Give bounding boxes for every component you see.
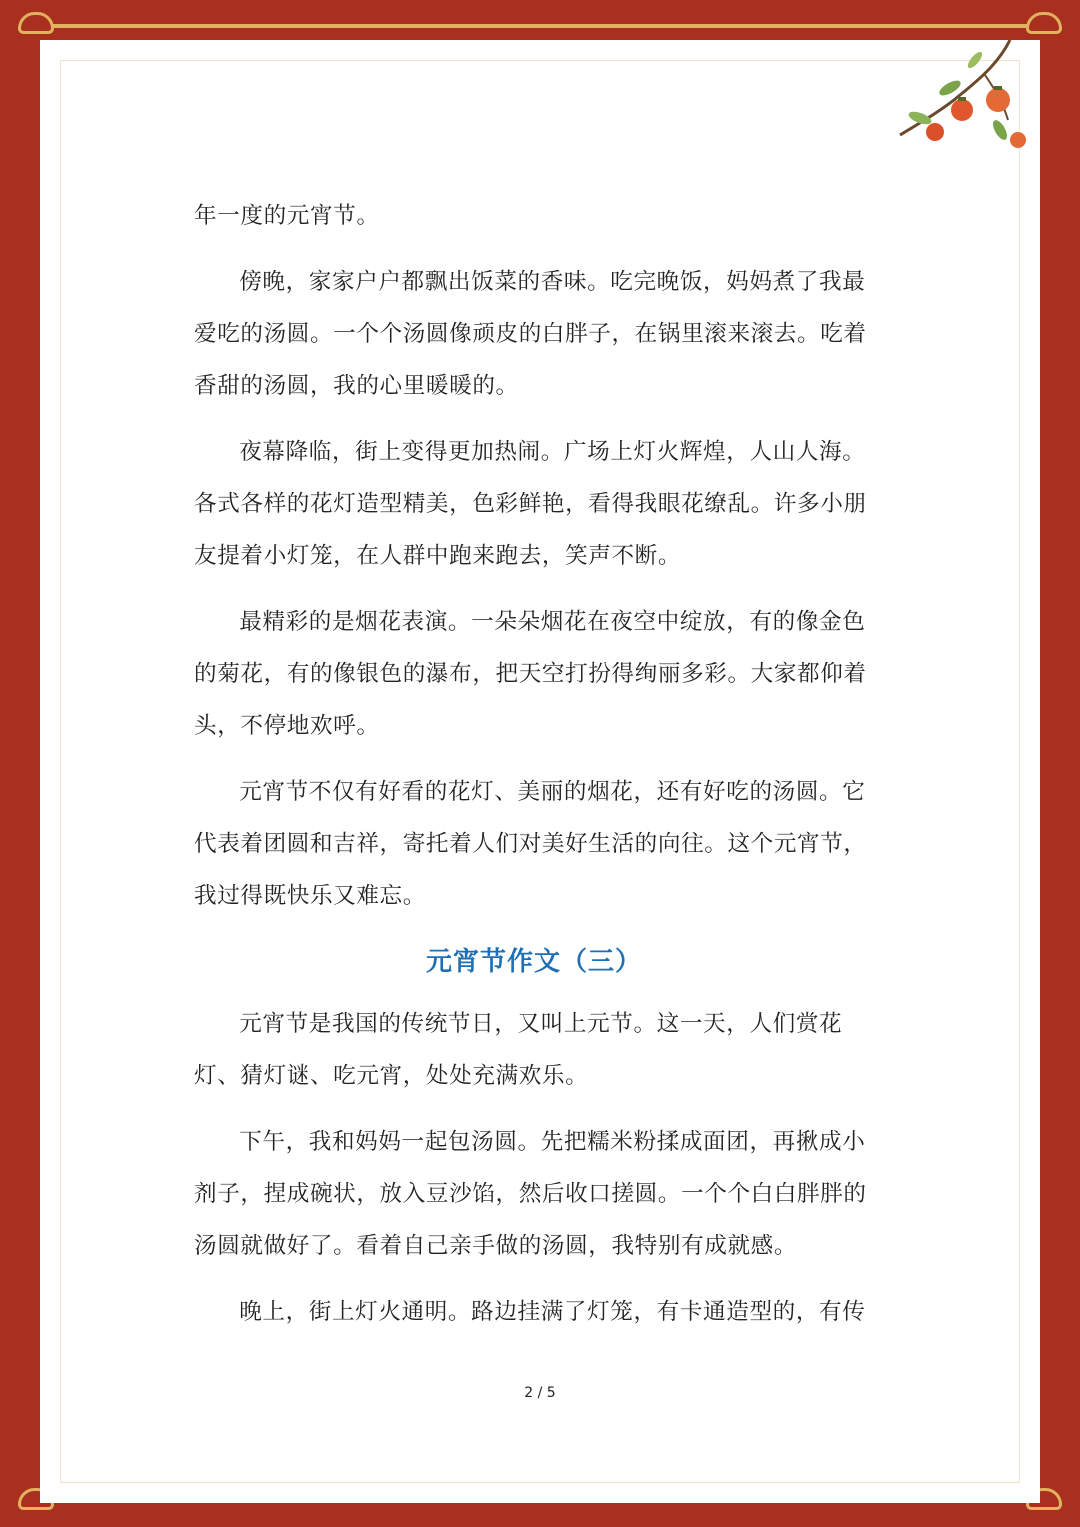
paragraph: 傍晚，家家户户都飘出饭菜的香味。吃完晚饭，妈妈煮了我最爱吃的汤圆。一个个汤圆像顽皮的白胖子，在锅里滚来滚去。吃着香甜的汤圆，我的心里暖暖的。 <box>194 269 867 399</box>
top-gold-border <box>20 24 1060 28</box>
paragraph: 年一度的元宵节。 <box>194 203 380 229</box>
paragraph: 下午，我和妈妈一起包汤圆。先把糯米粉揉成面团，再揪成小剂子，捏成碗状，放入豆沙馅，然后收口搓圆。一个个白白胖胖的汤圆就做好了。看着自己亲手做的汤圆，我特别有成就感。 <box>194 1129 867 1259</box>
document-body <box>194 190 874 1352</box>
paragraph: 元宵节是我国的传统节日，又叫上元节。这一天，人们赏花灯、猜灯谜、吃元宵，处处充满欢乐。 <box>194 1011 843 1089</box>
cloud-ornament-icon <box>1026 12 1062 34</box>
document-page <box>40 40 1040 1503</box>
section-title: 元宵节作文（三） <box>425 947 642 977</box>
paragraph: 最精彩的是烟花表演。一朵朵烟花在夜空中绽放，有的像金色的菊花，有的像银色的瀑布，把天空打扮得绚丽多彩。大家都仰着头，不停地欢呼。 <box>194 609 867 739</box>
paragraph: 晚上，街上灯火通明。路边挂满了灯笼，有卡通造型的，有传 <box>239 1299 866 1325</box>
paragraph: 元宵节不仅有好看的花灯、美丽的烟花，还有好吃的汤圆。它代表着团圆和吉祥，寄托着人们对美好生活的向往。这个元宵节，我过得既快乐又难忘。 <box>194 779 867 909</box>
cloud-ornament-icon <box>18 12 54 34</box>
persimmon-branch-icon <box>890 40 1040 160</box>
page-number: 2 / 5 <box>524 1385 556 1401</box>
paragraph: 夜幕降临，街上变得更加热闹。广场上灯火辉煌，人山人海。各式各样的花灯造型精美，色彩鲜艳，看得我眼花缭乱。许多小朋友提着小灯笼，在人群中跑来跑去，笑声不断。 <box>194 439 867 569</box>
